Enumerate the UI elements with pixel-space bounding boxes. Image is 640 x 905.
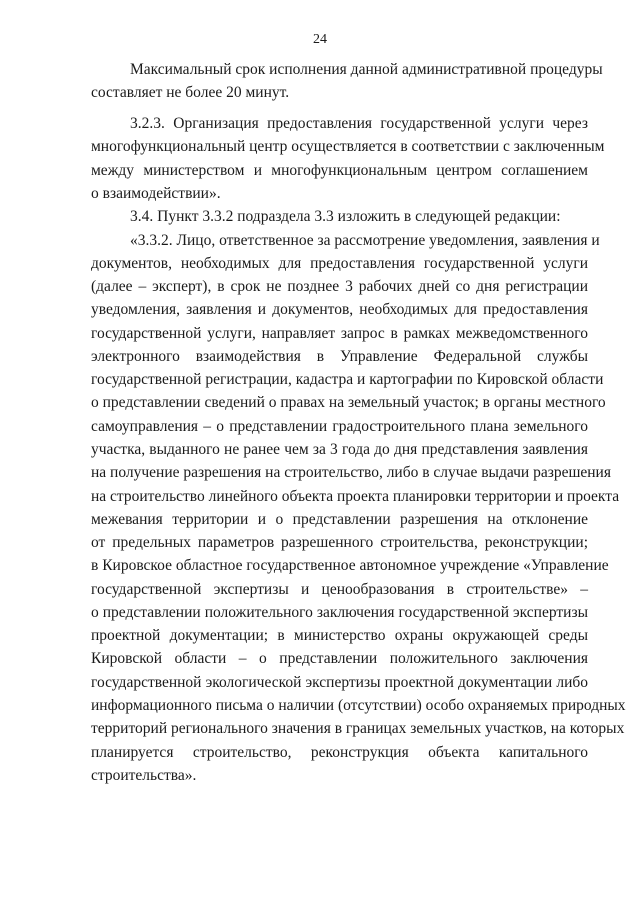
text-line: 3.2.3. Организация предоставления государственной услуги через — [130, 115, 588, 132]
text-line: составляет не более 20 минут. — [91, 84, 290, 101]
text-line: уведомления, заявления и документов, необходимых для предоставления — [91, 301, 588, 318]
text-line: проектной документации; в министерство охраны окружающей среды — [91, 627, 588, 644]
text-line: государственной регистрации, кадастра и картографии по Кировской области — [91, 371, 604, 388]
text-line: о представлении сведений о правах на земельный участок; в органы местного — [91, 394, 606, 411]
text-line: на получение разрешения на строительство, либо в случае выдачи разрешения — [91, 464, 611, 481]
text-line: межевания территории и о представлении разрешения на отклонение — [91, 511, 588, 528]
text-line: информационного письма о наличии (отсутствии) особо охраняемых природных — [91, 697, 626, 714]
text-line: государственной экспертизы и ценообразования в строительстве» – — [91, 581, 588, 598]
text-line: в Кировское областное государственное автономное учреждение «Управление — [91, 557, 609, 574]
text-line: планируется строительство, реконструкция объекта капитального — [91, 744, 588, 761]
text-line: строительства». — [91, 767, 197, 784]
text-line: Максимальный срок исполнения данной административной процедуры — [130, 61, 603, 78]
text-line: (далее – эксперт), в срок не позднее 3 рабочих дней со дня регистрации — [91, 278, 588, 295]
text-line: многофункциональный центр осуществляется в соответствии с заключенным — [91, 138, 605, 155]
text-line: государственной экологической экспертизы проектной документации либо — [91, 674, 588, 691]
text-line: электронного взаимодействия в Управление Федеральной службы — [91, 348, 588, 365]
text-line: о представлении положительного заключения государственной экспертизы — [91, 604, 588, 621]
text-line: государственной услуги, направляет запрос в рамках межведомственного — [91, 325, 588, 342]
text-line: Кировской области – о представлении положительного заключения — [91, 650, 588, 667]
text-line: территорий регионального значения в границах земельных участков, на которых — [91, 720, 625, 737]
text-line: на строительство линейного объекта проекта планировки территории и проекта — [91, 488, 620, 505]
text-line: о взаимодействии». — [91, 185, 221, 202]
text-line: 3.4. Пункт 3.3.2 подраздела 3.3 изложить в следующей редакции: — [130, 208, 561, 225]
page-number: 24 — [313, 32, 327, 47]
text-line: от предельных параметров разрешенного строительства, реконструкции; — [91, 534, 588, 551]
text-line: документов, необходимых для предоставления государственной услуги — [91, 255, 588, 272]
text-line: «3.3.2. Лицо, ответственное за рассмотрение уведомления, заявления и — [130, 232, 600, 249]
text-line: участка, выданного не ранее чем за 3 года до дня представления заявления — [91, 441, 588, 458]
text-line: между министерством и многофункциональным центром соглашением — [91, 162, 588, 179]
text-line: самоуправления – о представлении градостроительного плана земельного — [91, 418, 588, 435]
